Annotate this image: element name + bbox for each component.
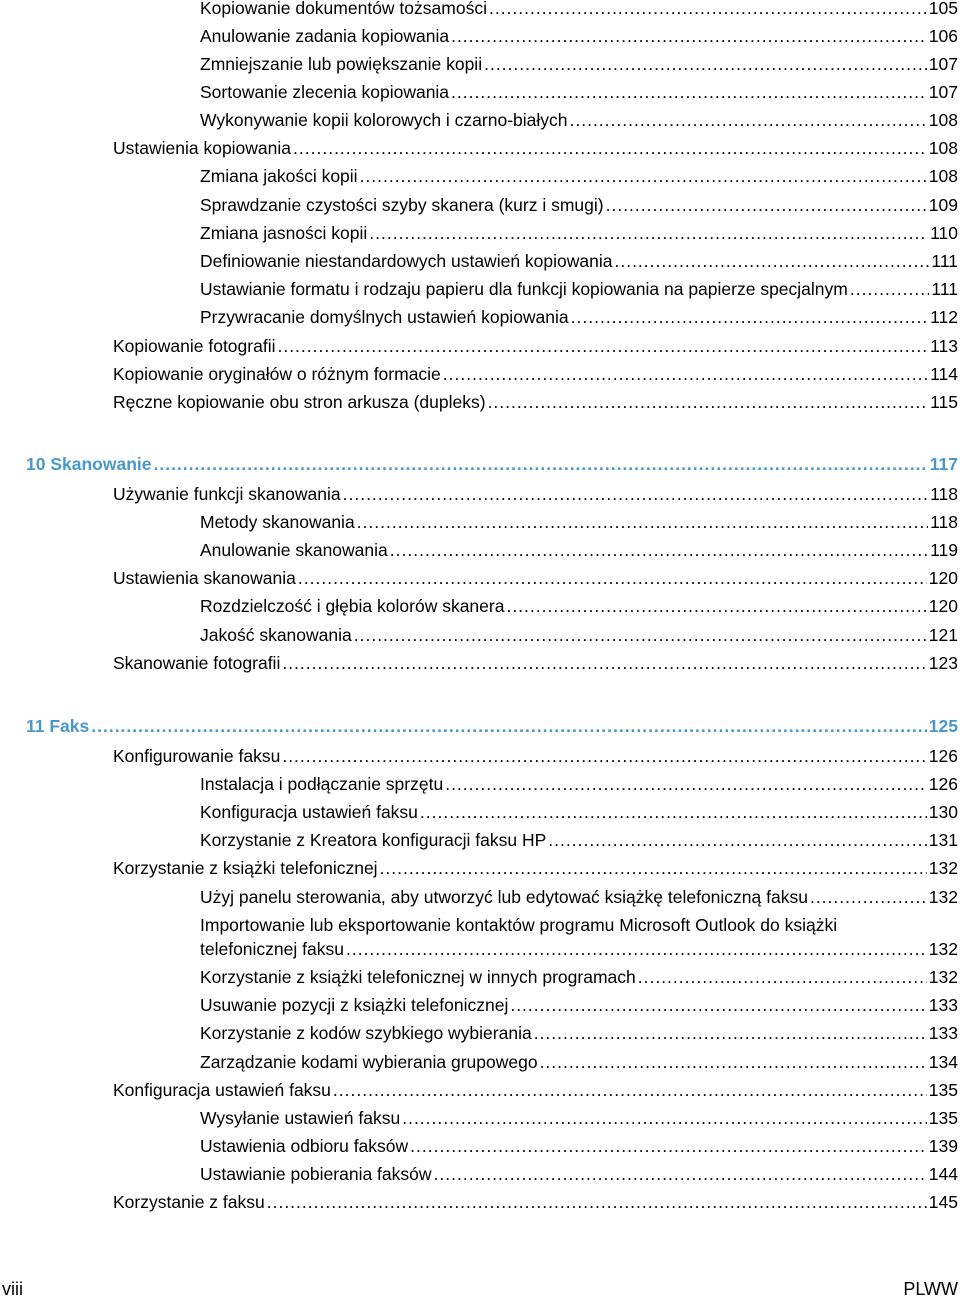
dot-leader [410, 1134, 927, 1158]
dot-leader [333, 1078, 927, 1102]
page-number: 112 [930, 307, 958, 327]
toc-entry[interactable]: Usuwanie pozycji z książki telefonicznej ..... 133 [200, 993, 958, 1017]
chapter-heading[interactable]: 10 Skanowanie ..... 117 [26, 452, 958, 476]
footer-label: PLWW [903, 1279, 958, 1299]
page-number: 123 [928, 653, 958, 673]
page-number: 107 [928, 82, 958, 102]
dot-leader [277, 334, 928, 358]
footer-page-number: viii [2, 1279, 23, 1299]
dot-leader [850, 277, 930, 301]
dot-leader [445, 772, 927, 796]
dot-leader [540, 1050, 927, 1074]
toc-entry[interactable]: Ustawienia skanowania ..... 120 [113, 566, 958, 590]
dot-leader [360, 164, 927, 188]
page-number: 139 [928, 1136, 958, 1156]
dot-leader [638, 965, 927, 989]
toc-entry[interactable]: Używanie funkcji skanowania ..... 118 [113, 482, 958, 506]
page-number: 114 [930, 364, 958, 384]
chapter-heading[interactable]: 11 Faks ..... 125 [26, 714, 958, 738]
dot-leader [282, 651, 926, 675]
page-number: 119 [930, 540, 958, 560]
toc-entry[interactable]: Ustawienia kopiowania ..... 108 [113, 136, 958, 160]
dot-leader [488, 390, 929, 414]
page-number: 106 [928, 26, 958, 46]
dot-leader [810, 885, 927, 909]
toc-entry[interactable]: Jakość skanowania ..... 121 [200, 623, 958, 647]
toc-entry[interactable]: Wysyłanie ustawień faksu ..... 135 [200, 1106, 958, 1130]
page-number: 132 [928, 967, 958, 987]
page-number: 125 [928, 716, 958, 736]
page-number: 105 [928, 0, 958, 18]
page-number: 130 [928, 802, 958, 822]
page-number: 107 [928, 54, 958, 74]
dot-leader [402, 1106, 927, 1130]
toc-entry[interactable]: Ustawienia odbioru faksów ..... 139 [200, 1134, 958, 1158]
dot-leader [91, 714, 927, 738]
page-number: 115 [930, 392, 958, 412]
toc-entry[interactable]: Rozdzielczość i głębia kolorów skanera ..... 120 [200, 594, 958, 618]
page-number: 121 [928, 625, 958, 645]
page-number: 134 [928, 1052, 958, 1072]
page-number: 133 [928, 995, 958, 1015]
page-number: 135 [928, 1080, 958, 1100]
page-number: 132 [928, 858, 958, 878]
page-number: 111 [931, 279, 958, 299]
toc-entry[interactable]: Skanowanie fotografii ..... 123 [113, 651, 958, 675]
toc-entry[interactable]: Korzystanie z kodów szybkiego wybierania ..... 133 [200, 1021, 958, 1045]
dot-leader [369, 221, 928, 245]
page-number: 135 [928, 1108, 958, 1128]
dot-leader [606, 193, 927, 217]
page-number: 117 [929, 454, 958, 474]
toc-entry[interactable]: Metody skanowania ..... 118 [200, 510, 958, 534]
dot-leader [484, 52, 927, 76]
dot-leader [282, 744, 926, 768]
toc-entry[interactable]: Zmniejszanie lub powiększanie kopii ..... 107 [200, 52, 958, 76]
page-number: 132 [928, 887, 958, 907]
page-number: 108 [928, 138, 958, 158]
dot-leader [570, 108, 927, 132]
dot-leader [506, 594, 926, 618]
toc-entry[interactable]: Zarządzanie kodami wybierania grupowego ..... 134 [200, 1050, 958, 1074]
page-number: 111 [931, 251, 958, 271]
page-number: 118 [930, 484, 958, 504]
dot-leader [534, 1021, 927, 1045]
toc-entry[interactable]: Zmiana jasności kopii ..... 110 [200, 221, 958, 245]
toc-entry[interactable]: Sortowanie zlecenia kopiowania ..... 107 [200, 80, 958, 104]
dot-leader [614, 249, 929, 273]
page-number: 131 [928, 830, 958, 850]
dot-leader [571, 305, 928, 329]
toc-entry[interactable]: Ustawianie pobierania faksów ..... 144 [200, 1162, 958, 1186]
dot-leader [380, 856, 927, 880]
toc-entry[interactable]: Sprawdzanie czystości szyby skanera (kurz i smugi) ..... 109 [200, 193, 958, 217]
toc-entry[interactable]: Instalacja i podłączanie sprzętu ..... 126 [200, 772, 958, 796]
dot-leader [489, 0, 927, 20]
toc-entry[interactable] [200, 913, 958, 961]
toc-entry[interactable]: Kopiowanie oryginałów o różnym formacie ..... 114 [113, 362, 958, 386]
toc-entry[interactable]: Kopiowanie dokumentów tożsamości ..... 105 [200, 0, 958, 20]
toc-entry[interactable]: Definiowanie niestandardowych ustawień kopiowania ..... 111 [200, 249, 958, 273]
dot-leader [434, 1162, 927, 1186]
toc-entry[interactable]: Korzystanie z książki telefonicznej w innych programach ..... 132 [200, 965, 958, 989]
toc-entry[interactable]: Korzystanie z książki telefonicznej ..... 132 [113, 856, 958, 880]
dot-leader [298, 566, 927, 590]
toc-entry[interactable]: Użyj panelu sterowania, aby utworzyć lub edytować książkę telefoniczną faksu ..... 132 [200, 885, 958, 909]
page-number: 108 [928, 110, 958, 130]
dot-leader [451, 80, 927, 104]
toc-entry[interactable]: Ustawianie formatu i rodzaju papieru dla funkcji kopiowania na papierze specjalnym ..... 111 [200, 277, 958, 301]
page-number: 118 [930, 512, 958, 532]
toc-entry[interactable]: Ręczne kopiowanie obu stron arkusza (dupleks) ..... 115 [113, 390, 958, 414]
toc-entry[interactable]: Konfiguracja ustawień faksu ..... 130 [200, 800, 958, 824]
toc-entry[interactable]: Zmiana jakości kopii ..... 108 [200, 164, 958, 188]
toc-entry[interactable]: Kopiowanie fotografii ..... 113 [113, 334, 958, 358]
dot-leader [451, 24, 927, 48]
toc-entry[interactable]: Korzystanie z Kreatora konfiguracji faksu HP ..... 131 [200, 828, 958, 852]
page-number: 126 [928, 774, 958, 794]
dot-leader [354, 623, 927, 647]
dot-leader [267, 1190, 927, 1214]
dot-leader [357, 510, 928, 534]
dot-leader [293, 136, 927, 160]
toc-entry[interactable]: Korzystanie z faksu ..... 145 [113, 1190, 958, 1214]
page-number: 113 [930, 336, 958, 356]
dot-leader [153, 452, 927, 476]
toc-entry[interactable]: Konfiguracja ustawień faksu ..... 135 [113, 1078, 958, 1102]
toc-entry-line2: telefonicznej faksu ..... 132 [200, 937, 958, 961]
page-number: 132 [928, 939, 958, 959]
page-number: 108 [928, 166, 958, 186]
dot-leader [510, 993, 926, 1017]
page-number: 120 [928, 568, 958, 588]
dot-leader [443, 362, 928, 386]
page-number: 144 [928, 1164, 958, 1184]
page-number: 120 [928, 596, 958, 616]
page-number: 110 [930, 223, 958, 243]
page-number: 133 [928, 1023, 958, 1043]
toc-entry[interactable]: Konfigurowanie faksu ..... 126 [113, 744, 958, 768]
dot-leader [548, 828, 927, 852]
dot-leader [390, 538, 928, 562]
dot-leader [343, 482, 928, 506]
toc-entry[interactable]: Anulowanie skanowania ..... 119 [200, 538, 958, 562]
toc-entry[interactable]: Anulowanie zadania kopiowania ..... 106 [200, 24, 958, 48]
toc-entry[interactable]: Przywracanie domyślnych ustawień kopiowania ..... 112 [200, 305, 958, 329]
toc-entry[interactable]: Wykonywanie kopii kolorowych i czarno-białych ..... 108 [200, 108, 958, 132]
page-number: 145 [928, 1192, 958, 1212]
page-number: 126 [928, 746, 958, 766]
dot-leader [346, 937, 927, 961]
toc-entry-line1: Importowanie lub eksportowanie kontaktów programu Microsoft Outlook do książki [200, 915, 838, 935]
page-number: 109 [928, 195, 958, 215]
dot-leader [420, 800, 927, 824]
